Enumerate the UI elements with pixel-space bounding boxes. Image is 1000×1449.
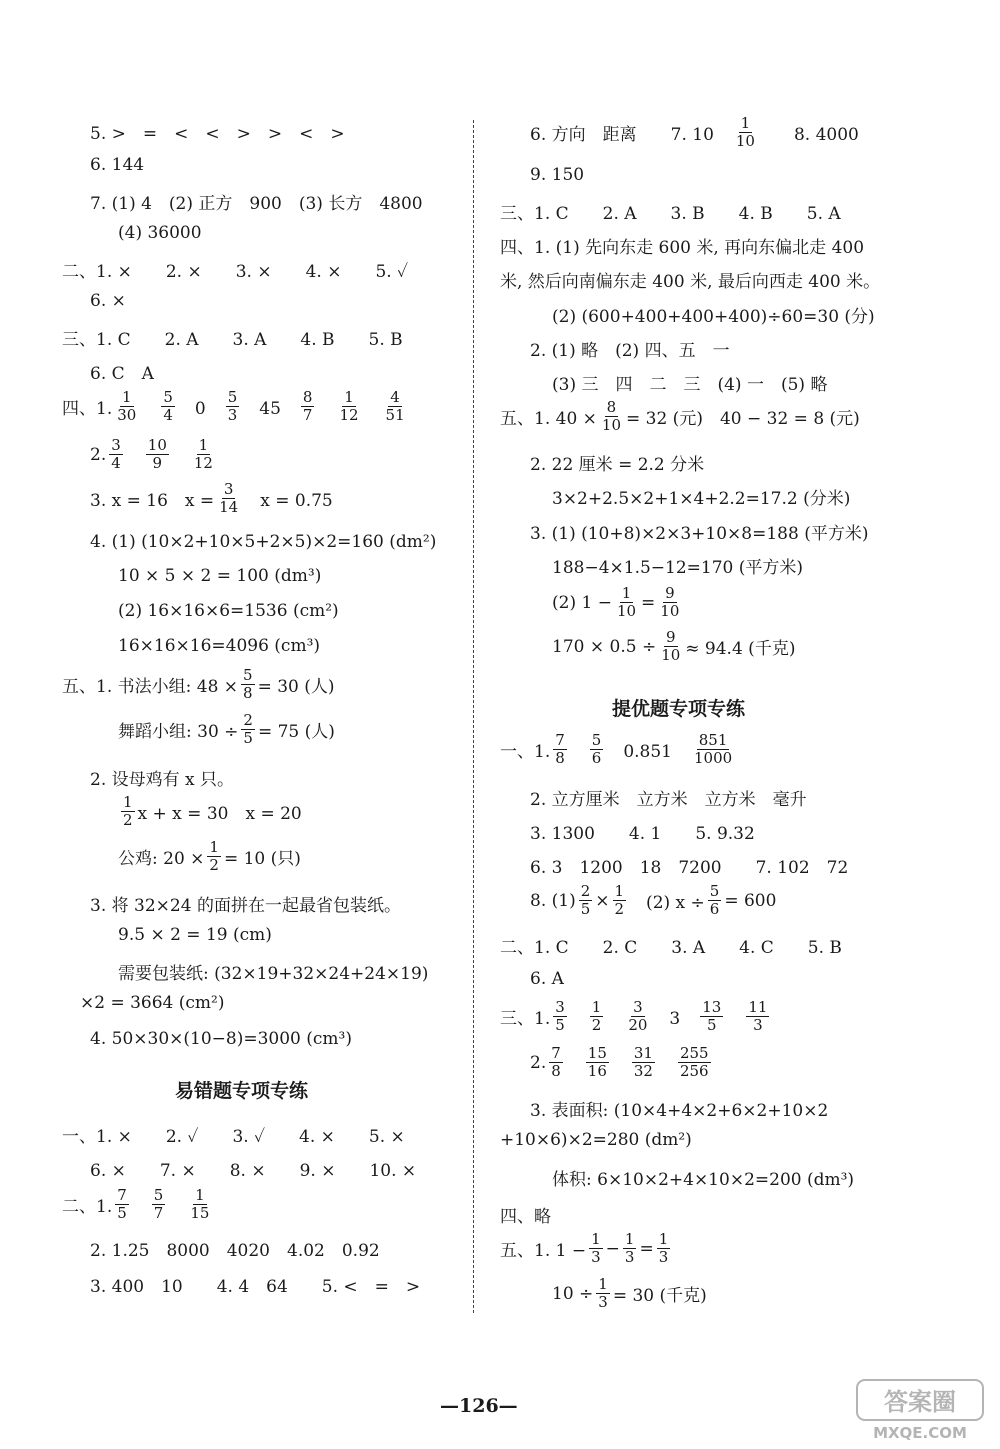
answer-text: 2. 22 厘米 = 2.2 分米 <box>530 455 705 475</box>
answer-text: 2. 设母鸡有 x 只。 <box>90 770 235 790</box>
answer-text: 6. × <box>90 291 126 311</box>
fraction-numerator: 9 <box>665 584 675 602</box>
fraction <box>632 1046 655 1079</box>
fraction <box>658 586 681 619</box>
answer-text: = 10 (只) <box>223 849 301 869</box>
fraction <box>384 390 407 423</box>
fraction-numerator: 3 <box>223 480 234 498</box>
fraction-denominator: 2 <box>591 1016 602 1034</box>
answer-text: 3. x = 16 x = <box>90 491 215 511</box>
left-answer-line <box>90 532 436 552</box>
fraction-denominator: 7 <box>302 406 313 424</box>
answer-text: = <box>639 1238 654 1259</box>
answer-text: 2. (1) 略 (2) 四、五 一 <box>530 341 730 361</box>
answer-text: 一、1. × 2. ✓ 3. ✓ 4. × 5. × <box>62 1127 405 1147</box>
answer-text: 米, 然后向南偏东走 400 米, 最后向西走 400 米。 <box>500 272 881 292</box>
left-answer-line <box>118 795 302 828</box>
fraction <box>152 1188 166 1221</box>
fraction-numerator: 9 <box>665 628 676 646</box>
fraction <box>115 1188 129 1221</box>
fraction-numerator: 13 <box>702 998 722 1016</box>
answer-text: 3. 将 32×24 的面拼在一起最省包装纸。 <box>90 896 401 916</box>
fraction-numerator: 1 <box>344 388 354 406</box>
left-answer-line <box>62 325 403 350</box>
fraction <box>146 438 169 471</box>
answer-text: 五、1. 1 − <box>500 1241 587 1261</box>
answer-text <box>570 1004 587 1029</box>
right-answer-line <box>530 1096 828 1121</box>
fraction <box>659 630 682 663</box>
answer-text: 4. 50×30×(10−8)=3000 (cm³) <box>90 1029 352 1049</box>
fraction <box>241 713 255 746</box>
fraction-numerator: 10 <box>147 436 167 454</box>
fraction-denominator: 256 <box>679 1062 709 1080</box>
fraction-denominator: 4 <box>163 406 173 424</box>
answer-text: 需要包装纸: (32×19+32×24+24×19) <box>118 964 429 984</box>
left-answer-line <box>90 1236 380 1261</box>
fraction <box>109 438 123 471</box>
answer-text: (2) 16×16×6=1536 (cm²) <box>118 601 339 621</box>
fraction-numerator: 8 <box>302 388 313 406</box>
left-answer-line <box>118 713 335 746</box>
fraction-denominator: 51 <box>385 406 405 424</box>
answer-text <box>168 1192 185 1217</box>
answer-text: (2) 1 − <box>552 592 612 613</box>
answer-text: 四、略 <box>500 1207 551 1227</box>
fraction-numerator: 1 <box>598 1275 608 1293</box>
left-answer-line <box>62 257 408 282</box>
fraction <box>192 438 215 471</box>
fraction-denominator: 2 <box>123 811 133 829</box>
left-answer-line <box>90 189 423 214</box>
right-answer-line <box>530 969 564 989</box>
fraction-denominator: 10 <box>735 132 755 150</box>
answer-text <box>612 1050 629 1075</box>
fraction-denominator: 12 <box>193 454 213 472</box>
fraction-numerator: 1 <box>195 1186 205 1204</box>
fraction <box>586 1046 609 1079</box>
answer-text: 16×16×16=4096 (cm³) <box>118 636 321 656</box>
fraction-numerator: 1 <box>198 436 209 454</box>
fraction-denominator: 14 <box>219 498 239 516</box>
fraction-denominator: 10 <box>660 602 680 620</box>
watermark-url: MXQE.COM <box>873 1424 967 1442</box>
answer-text: (4) 36000 <box>118 223 202 243</box>
right-answer-line <box>530 519 868 544</box>
answer-text: 三、1. C 2. A 3. B 4. B 5. A <box>500 204 841 224</box>
left-answer-line <box>90 1272 420 1297</box>
answer-text: x + x = 30 x = 20 <box>137 804 302 824</box>
answer-text: 四、1. <box>62 399 113 419</box>
answer-text: 0 <box>177 399 223 419</box>
answer-text <box>126 442 143 467</box>
answer-text: 2. 1.25 8000 4020 4.02 0.92 <box>90 1241 380 1261</box>
fraction <box>734 116 757 149</box>
answer-text: 三、1. C 2. A 3. A 4. B 5. B <box>62 330 403 350</box>
fraction-denominator: 16 <box>587 1062 607 1080</box>
answer-text: 7. (1) 4 (2) 正方 900 (3) 长方 4800 <box>90 194 423 214</box>
fraction <box>579 884 593 917</box>
fraction-numerator: 1 <box>209 838 219 856</box>
right-answer-line <box>552 586 684 619</box>
answer-text: 9. 150 <box>530 165 585 185</box>
watermark-logo <box>855 1378 985 1442</box>
fraction <box>600 400 623 433</box>
left-answer-line <box>118 636 320 656</box>
answer-text: 一、1. <box>500 742 551 762</box>
fraction-denominator: 8 <box>551 1062 561 1080</box>
fraction <box>708 884 722 917</box>
fraction-denominator: 6 <box>591 749 602 767</box>
fraction <box>746 1000 769 1033</box>
answer-text: 3. (1) (10+8)×2×3+10×8=188 (平方米) <box>530 524 869 544</box>
right-answer-line <box>500 199 841 224</box>
fraction-numerator: 5 <box>153 1186 164 1204</box>
fraction-denominator: 5 <box>243 729 253 747</box>
fraction-denominator: 15 <box>190 1204 210 1222</box>
answer-text: 6. 3 1200 18 7200 7. 102 72 <box>530 858 849 878</box>
fraction <box>553 733 567 766</box>
fraction-numerator: 1 <box>123 793 133 811</box>
fraction-denominator: 3 <box>598 1293 608 1311</box>
answer-text: 8. 4000 <box>759 125 859 145</box>
answer-text: 3 <box>652 1009 698 1029</box>
answer-text <box>726 1004 743 1029</box>
fraction-denominator: 1000 <box>694 749 733 767</box>
left-answer-line <box>90 482 333 515</box>
answer-text: 6. 方向 距离 7. 10 <box>530 125 731 145</box>
left-answer-line <box>118 223 202 243</box>
answer-text: +10×6)×2=280 (dm²) <box>500 1130 692 1150</box>
page-number: —126— <box>440 1395 518 1417</box>
fraction-denominator: 3 <box>624 1248 635 1266</box>
right-answer-line <box>552 553 803 578</box>
fraction <box>553 1000 567 1033</box>
fraction-numerator: 5 <box>243 666 253 684</box>
fraction-numerator: 3 <box>633 998 643 1016</box>
fraction <box>589 1232 603 1265</box>
answer-text <box>141 394 158 419</box>
answer-text <box>172 442 189 467</box>
right-answer-line <box>530 165 584 185</box>
answer-text: 3. 表面积: (10×4+4×2+6×2+10×2 <box>530 1101 829 1121</box>
fraction <box>217 482 240 515</box>
answer-text: 6. C A <box>90 364 154 384</box>
fraction-denominator: 10 <box>601 416 621 434</box>
right-answer-line <box>552 1277 707 1310</box>
right-answer-line <box>530 853 848 878</box>
left-answer-line <box>62 1122 405 1147</box>
answer-text: × <box>595 890 610 911</box>
right-answer-line <box>500 933 842 958</box>
right-answer-line <box>552 370 827 395</box>
fraction <box>623 1232 637 1265</box>
fraction-numerator: 255 <box>679 1044 709 1062</box>
left-answer-line <box>80 993 225 1013</box>
fraction-numerator: 11 <box>748 998 768 1016</box>
fraction <box>596 1277 610 1310</box>
fraction-numerator: 5 <box>709 882 720 900</box>
fraction-denominator: 20 <box>628 1016 648 1034</box>
fraction-denominator: 12 <box>339 406 359 424</box>
right-answer-line <box>500 1232 673 1265</box>
fraction-denominator: 32 <box>633 1062 653 1080</box>
answer-text: 体积: 6×10×2+4×10×2=200 (dm³) <box>552 1170 855 1190</box>
fraction-numerator: 3 <box>111 436 121 454</box>
left-answer-line <box>90 438 218 471</box>
fraction-denominator: 10 <box>661 646 681 664</box>
answer-text <box>606 1004 623 1029</box>
left-answer-line <box>90 891 401 916</box>
answer-text: 2. <box>90 444 107 465</box>
answer-text: 2. <box>530 1052 547 1073</box>
fraction <box>615 586 638 619</box>
right-answer-line <box>530 336 730 361</box>
fraction-denominator: 5 <box>707 1016 717 1034</box>
fraction <box>549 1046 563 1079</box>
fraction-numerator: 851 <box>698 731 728 749</box>
fraction-numerator: 5 <box>591 731 602 749</box>
answer-text: 3. 400 10 4. 4 64 5. < = > <box>90 1277 421 1297</box>
right-answer-line <box>500 1000 772 1033</box>
fraction-numerator: 1 <box>591 1230 601 1248</box>
fraction-denominator: 8 <box>243 684 253 702</box>
fraction-numerator: 1 <box>122 388 132 406</box>
left-answer-line <box>62 1188 214 1221</box>
fraction-denominator: 5 <box>580 900 591 918</box>
answer-text: 5. > = < < > > < > <box>90 124 345 144</box>
left-answer-line <box>90 359 154 384</box>
answer-text: = 30 (千克) <box>612 1286 707 1306</box>
section-title-yicuoti: 易错题专项专练 <box>175 1080 309 1102</box>
left-answer-line <box>118 566 321 586</box>
answer-text: 4. (1) (10×2+10×5+2×5)×2=160 (dm²) <box>90 532 437 552</box>
fraction <box>626 1000 649 1033</box>
left-answer-line <box>118 925 272 945</box>
answer-text: 五、1. 书法小组: 48 × <box>62 677 239 697</box>
fraction-numerator: 1 <box>614 882 625 900</box>
fraction-denominator: 5 <box>555 1016 565 1034</box>
answer-text: ≈ 94.4 (千克) <box>685 639 796 659</box>
fraction-numerator: 2 <box>580 882 591 900</box>
answer-text <box>132 1192 149 1217</box>
fraction-denominator: 8 <box>555 749 565 767</box>
fraction <box>700 1000 723 1033</box>
fraction-denominator: 10 <box>616 602 637 620</box>
answer-text: 8. (1) <box>530 890 576 911</box>
fraction <box>161 390 175 423</box>
right-answer-line <box>500 1202 551 1227</box>
answer-text: 45 <box>242 399 298 419</box>
answer-text: 公鸡: 20 × <box>118 849 205 869</box>
answer-text: 6. 144 <box>90 155 145 175</box>
answer-text: (2) x ÷ <box>629 893 705 913</box>
right-answer-line <box>552 1165 854 1190</box>
answer-text: 二、1. <box>62 1197 113 1217</box>
fraction <box>613 884 627 917</box>
fraction-denominator: 30 <box>117 406 137 424</box>
answer-text: x = 0.75 <box>243 491 333 511</box>
answer-text: 188−4×1.5−12=170 (平方米) <box>552 558 804 578</box>
answer-text: (3) 三 四 二 三 (4) 一 (5) 略 <box>552 375 828 395</box>
fraction-numerator: 7 <box>117 1186 127 1204</box>
answer-text: 二、1. C 2. C 3. A 4. C 5. B <box>500 938 842 958</box>
section-title-tiyouti: 提优题专项专练 <box>612 698 746 720</box>
answer-text: 9.5 × 2 = 19 (cm) <box>118 925 272 945</box>
left-answer-line <box>118 959 428 984</box>
fraction <box>115 390 138 423</box>
fraction-numerator: 1 <box>621 584 632 602</box>
fraction-denominator: 4 <box>111 454 121 472</box>
answer-text <box>570 737 587 762</box>
fraction-numerator: 1 <box>624 1230 635 1248</box>
answer-text: ×2 = 3664 (cm²) <box>80 993 225 1013</box>
right-answer-line <box>530 785 807 810</box>
left-answer-line <box>62 668 335 701</box>
fraction <box>692 733 734 766</box>
answer-text: 二、1. × 2. × 3. × 4. × 5. ✓ <box>62 262 409 282</box>
fraction-denominator: 9 <box>152 454 163 472</box>
fraction-denominator: 3 <box>658 1248 669 1266</box>
left-answer-line <box>62 390 410 423</box>
fraction-numerator: 7 <box>555 731 565 749</box>
answer-text: 6. A <box>530 969 564 989</box>
fraction <box>337 390 360 423</box>
column-divider <box>473 120 474 1313</box>
answer-text: − <box>605 1238 620 1259</box>
right-answer-line <box>530 884 776 917</box>
fraction <box>226 390 240 423</box>
right-answer-line <box>500 1130 692 1150</box>
fraction-numerator: 8 <box>606 398 617 416</box>
fraction-numerator: 31 <box>633 1044 653 1062</box>
fraction-numerator: 4 <box>390 388 400 406</box>
watermark-text: 答案圈 <box>884 1388 956 1416</box>
answer-text: = 32 (元) 40 − 32 = 8 (元) <box>626 409 860 429</box>
answer-text: 三、1. <box>500 1009 551 1029</box>
fraction-denominator: 7 <box>153 1204 164 1222</box>
fraction-denominator: 3 <box>227 406 238 424</box>
fraction <box>207 840 221 873</box>
answer-text: 10 ÷ <box>552 1283 594 1304</box>
answer-text: 10 × 5 × 2 = 100 (dm³) <box>118 566 322 586</box>
fraction-numerator: 2 <box>243 711 253 729</box>
fraction <box>121 795 135 828</box>
answer-text: = <box>641 592 656 613</box>
right-answer-line <box>530 450 704 475</box>
fraction-denominator: 2 <box>209 856 219 874</box>
fraction <box>590 1000 604 1033</box>
fraction-numerator: 1 <box>740 114 751 132</box>
right-answer-line <box>500 400 860 433</box>
fraction <box>188 1188 211 1221</box>
fraction-numerator: 1 <box>591 998 602 1016</box>
fraction-numerator: 5 <box>163 388 173 406</box>
fraction-numerator: 5 <box>227 388 238 406</box>
right-answer-line <box>530 1046 714 1079</box>
answer-text: 3. 1300 4. 1 5. 9.32 <box>530 824 755 844</box>
answer-text <box>317 394 334 419</box>
left-answer-line <box>90 1029 352 1049</box>
left-answer-line <box>90 291 126 311</box>
fraction <box>657 1232 671 1265</box>
left-answer-line <box>118 840 301 873</box>
answer-text: = 600 <box>724 890 777 911</box>
answer-text: 舞蹈小组: 30 ÷ <box>118 722 239 742</box>
answer-text <box>658 1050 675 1075</box>
fraction <box>301 390 315 423</box>
left-answer-line <box>90 765 234 790</box>
answer-text: = 30 (人) <box>257 677 335 697</box>
answer-text: 四、1. (1) 先向东走 600 米, 再向东偏北走 400 <box>500 238 865 258</box>
fraction-numerator: 1 <box>658 1230 669 1248</box>
answer-text: 五、1. 40 × <box>500 409 597 429</box>
answer-text: 2. 立方厘米 立方米 立方米 毫升 <box>530 790 807 810</box>
fraction-denominator: 6 <box>709 900 720 918</box>
right-answer-line <box>530 116 859 149</box>
answer-text: 3×2+2.5×2+1×4+2.2=17.2 (分米) <box>552 489 851 509</box>
left-answer-line <box>90 1156 416 1181</box>
answer-text: = 75 (人) <box>257 722 335 742</box>
right-answer-line <box>552 302 875 327</box>
answer-text <box>364 394 381 419</box>
right-answer-line <box>552 630 795 663</box>
answer-text <box>566 1050 583 1075</box>
right-answer-line <box>552 484 850 509</box>
fraction-numerator: 15 <box>587 1044 607 1062</box>
left-answer-line <box>90 119 345 144</box>
right-answer-line <box>500 733 737 766</box>
answer-text: 0.851 <box>606 742 689 762</box>
right-answer-line <box>530 819 755 844</box>
right-answer-line <box>500 233 864 258</box>
answer-text: 170 × 0.5 ÷ <box>552 636 657 657</box>
fraction-numerator: 7 <box>551 1044 561 1062</box>
left-answer-line <box>90 155 144 175</box>
fraction-numerator: 3 <box>555 998 565 1016</box>
fraction-denominator: 2 <box>614 900 625 918</box>
fraction-denominator: 5 <box>117 1204 127 1222</box>
right-answer-line <box>500 267 880 292</box>
fraction <box>241 668 255 701</box>
fraction-denominator: 3 <box>591 1248 601 1266</box>
fraction-denominator: 3 <box>753 1016 763 1034</box>
fraction <box>590 733 604 766</box>
fraction <box>678 1046 711 1079</box>
left-answer-line <box>118 601 339 621</box>
answer-text: (2) (600+400+400+400)÷60=30 (分) <box>552 307 875 327</box>
answer-text: 6. × 7. × 8. × 9. × 10. × <box>90 1161 417 1181</box>
